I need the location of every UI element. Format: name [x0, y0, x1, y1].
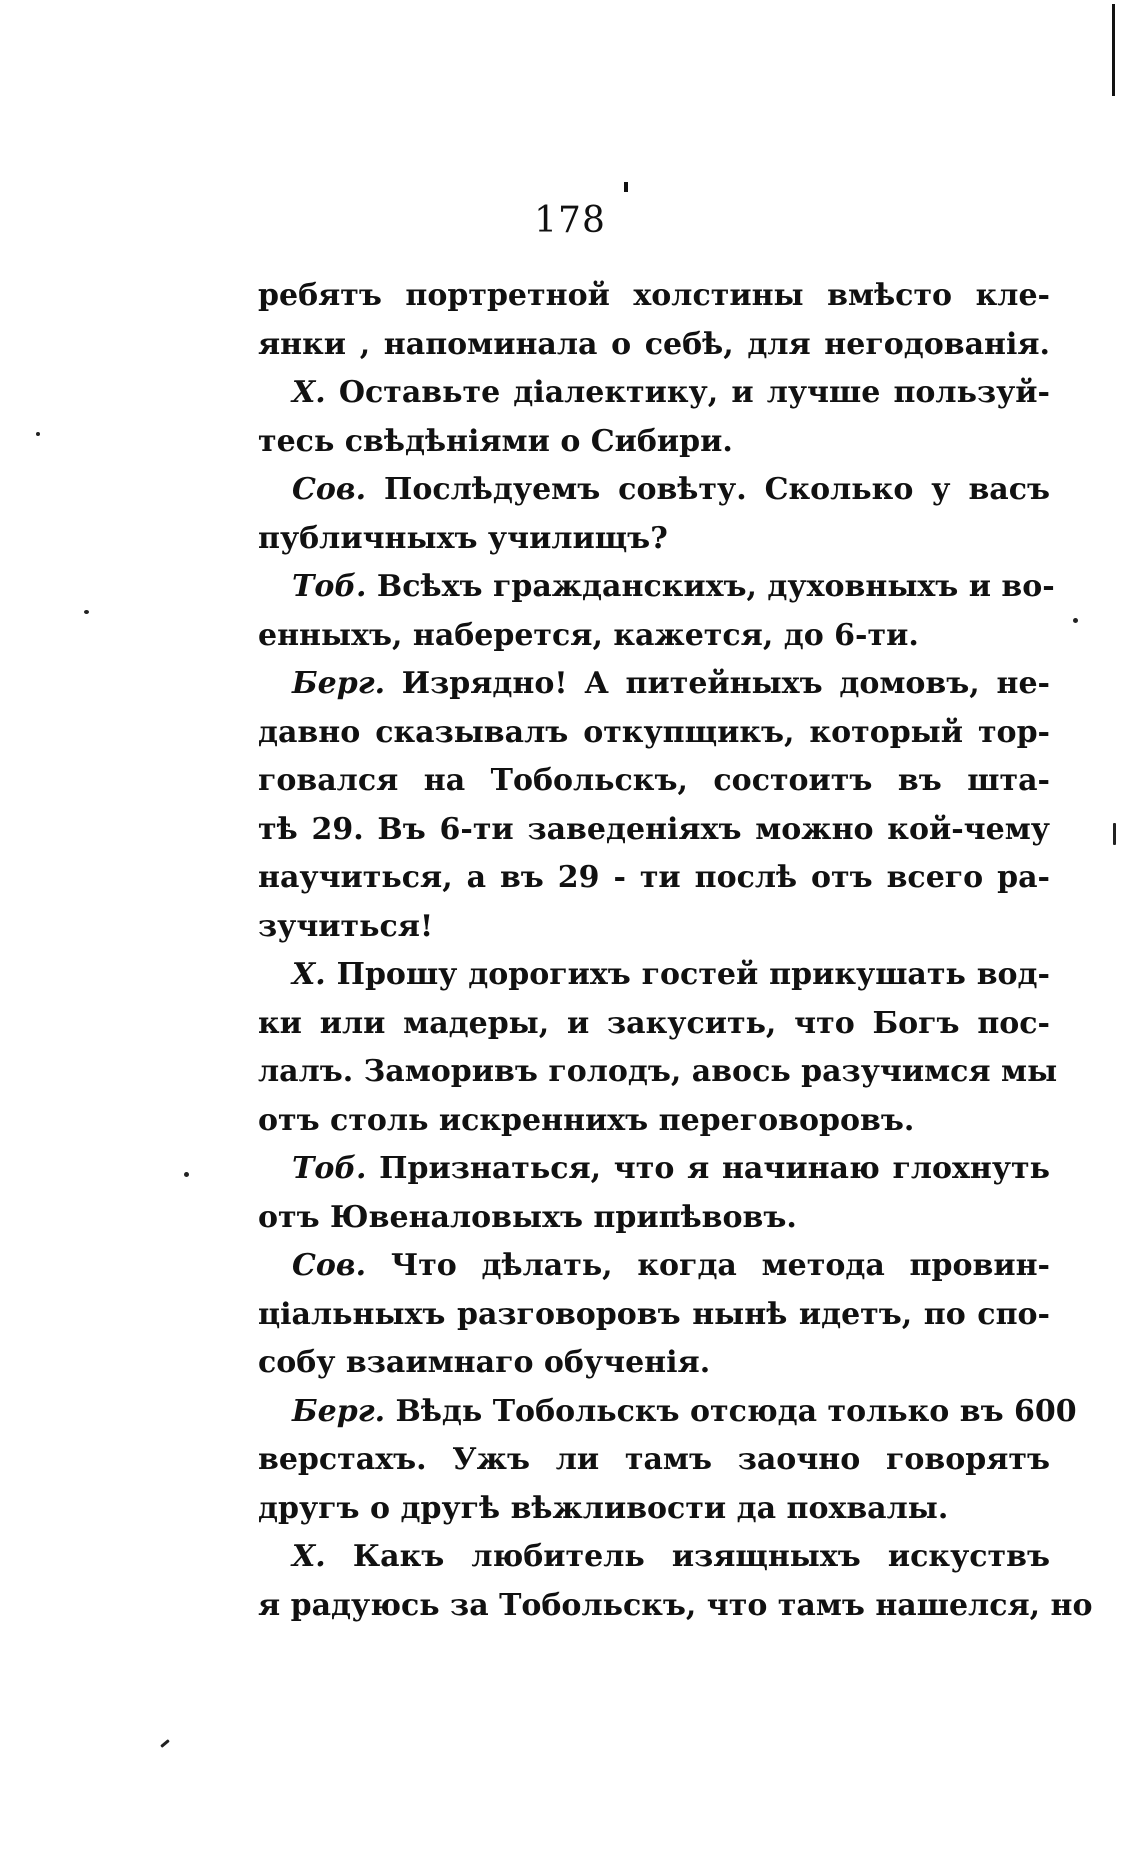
ink-speck — [160, 1739, 170, 1748]
text-line — [258, 515, 1050, 564]
speaker-name: Тоб. — [292, 1151, 367, 1186]
text-line — [258, 369, 1050, 418]
page-text — [258, 272, 1093, 1630]
ink-speck — [1113, 823, 1116, 845]
line-text: енныхъ, наберется, кажется, до 6-ти. — [258, 617, 919, 653]
line-text: Всѣхъ гражданскихъ, духовныхъ и во- — [376, 569, 1055, 604]
line-text: публичныхъ училищъ? — [258, 520, 668, 556]
speaker-name: Сов. — [292, 472, 367, 507]
text-line — [258, 757, 1050, 806]
page-edge-line — [1112, 4, 1115, 96]
text-line — [258, 612, 1050, 661]
line-text: Оставьте діалектику, и лучше пользуй- — [338, 375, 1051, 410]
line-text: Какъ любитель изящныхъ искуствъ — [352, 1539, 1050, 1574]
line-text: тѣ 29. Въ 6-ти заведеніяхъ можно кой-чему — [258, 811, 1050, 847]
text-line — [258, 1388, 1077, 1437]
speaker-name: Берг. — [292, 1393, 386, 1429]
line-text: Признаться, что я начинаю глохнуть — [379, 1151, 1050, 1186]
line-text: научиться, а въ 29 - ти послѣ отъ всего ра- — [258, 860, 1050, 895]
line-text: Что дѣлать, когда метода провин- — [390, 1248, 1051, 1283]
text-line — [258, 1000, 1050, 1049]
line-text: отъ столь искреннихъ переговоровъ. — [258, 1102, 915, 1138]
text-line — [258, 1145, 1050, 1194]
text-line — [258, 563, 1055, 612]
line-text: ціальныхъ разговоровъ нынѣ идетъ, по спо- — [258, 1296, 1050, 1332]
line-text: тесь свѣдѣніями о Сибири. — [258, 423, 733, 459]
speaker-name: Тоб. — [292, 569, 367, 604]
line-text: собу взаимнаго обученія. — [258, 1345, 711, 1380]
text-line — [258, 1339, 1050, 1388]
line-text: другъ о другѣ вѣжливости да похвалы. — [258, 1490, 949, 1526]
text-line — [258, 466, 1050, 515]
text-line — [258, 418, 1050, 467]
ink-speck — [84, 610, 89, 614]
page-number-container — [0, 200, 1140, 241]
text-line — [258, 709, 1050, 758]
page-mark — [624, 182, 628, 192]
line-text: давно сказывалъ откупщикъ, который тор- — [258, 714, 1050, 750]
line-text: ребятъ портретной холстины вмѣсто кле- — [258, 278, 1050, 313]
text-line — [258, 1485, 1050, 1534]
text-line — [258, 321, 1050, 370]
line-text: говался на Тобольскъ, состоитъ въ шта- — [258, 763, 1050, 798]
line-text: лалъ. Заморивъ голодъ, авось разучимся мы — [258, 1054, 1058, 1089]
text-line — [258, 1242, 1050, 1291]
line-text: Послѣдуемъ совѣту. Сколько у васъ — [384, 472, 1051, 507]
text-line — [258, 1097, 1050, 1146]
text-line — [258, 1048, 1058, 1097]
text-line — [258, 854, 1050, 903]
line-text: ки или мадеры, и закусить, что Богъ пос- — [258, 1005, 1050, 1041]
text-line — [258, 660, 1050, 709]
page-number: 178 — [534, 200, 606, 241]
speaker-name: Х. — [292, 957, 326, 992]
speaker-name: Берг. — [292, 666, 386, 701]
line-text: янки , напоминала о себѣ, для негодованія. — [258, 326, 1050, 362]
ink-speck — [184, 1172, 189, 1177]
line-text: отъ Ювеналовыхъ припѣвовъ. — [258, 1199, 797, 1235]
line-text: Изрядно! А питейныхъ домовъ, не- — [401, 666, 1050, 701]
line-text: верстахъ. Ужъ ли тамъ заочно говорятъ — [258, 1442, 1050, 1477]
text-line — [258, 1533, 1050, 1582]
speaker-name: Сов. — [292, 1248, 367, 1283]
text-line — [258, 951, 1050, 1000]
text-line — [258, 1436, 1050, 1485]
speaker-name: Х. — [292, 375, 326, 410]
ink-speck — [36, 432, 40, 436]
text-line — [258, 1194, 1050, 1243]
text-line — [258, 806, 1050, 855]
text-line — [258, 1291, 1050, 1340]
line-text: зучиться! — [258, 908, 434, 944]
text-line — [258, 903, 1050, 952]
line-text: я радуюсь за Тобольскъ, что тамъ нашелся, но — [258, 1587, 1093, 1623]
speaker-name: Х. — [292, 1539, 326, 1574]
ink-speck — [1073, 618, 1078, 623]
text-line — [258, 272, 1050, 321]
line-text: Вѣдь Тобольскъ отсюда только въ 600 — [395, 1393, 1077, 1429]
text-line — [258, 1582, 1093, 1631]
line-text: Прошу дорогихъ гостей прикушать вод- — [336, 957, 1050, 992]
